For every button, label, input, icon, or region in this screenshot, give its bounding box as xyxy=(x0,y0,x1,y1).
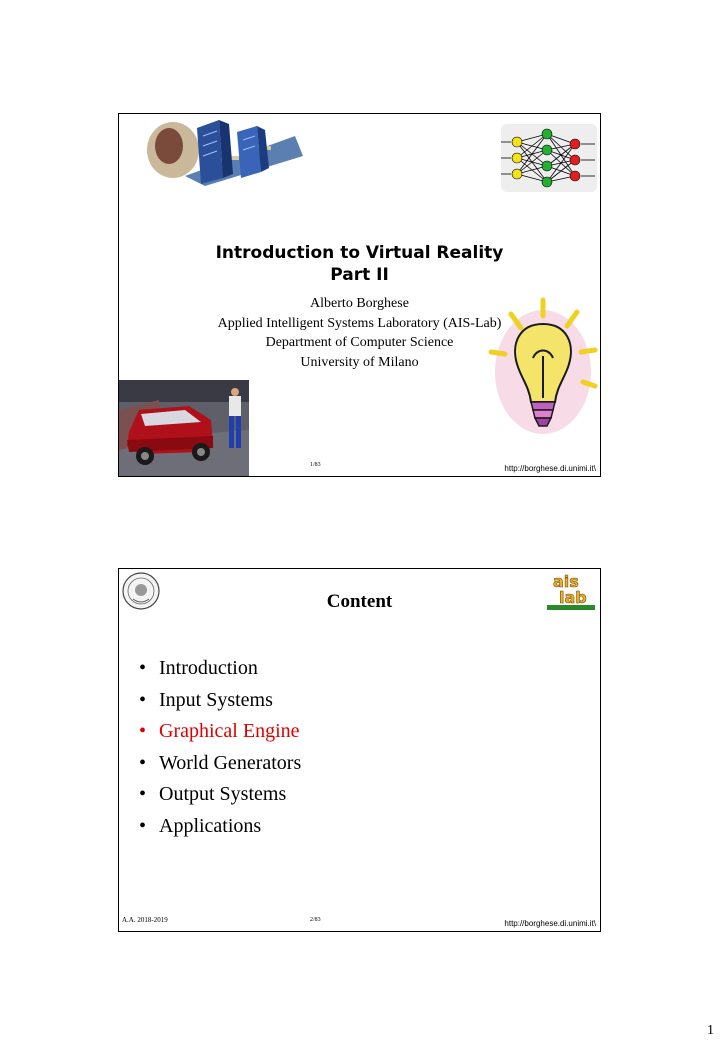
title-line-2: Part II xyxy=(330,265,389,285)
footer-url: http://borghese.di.unimi.it\ xyxy=(504,919,596,928)
bullet-icon: • xyxy=(139,720,147,742)
content-title: Content xyxy=(326,591,393,612)
supercomputer-illustration xyxy=(145,116,305,186)
list-item xyxy=(139,685,301,717)
lab-name: Applied Intelligent Systems Laboratory (AIS-Lab) xyxy=(217,315,502,331)
slide-number: 2/83 xyxy=(310,917,321,923)
slide-title xyxy=(118,113,601,477)
page-number: 1 xyxy=(707,1023,714,1038)
neural-network-icon xyxy=(499,122,599,194)
bullet-icon: • xyxy=(139,751,147,774)
list-item-label: Input Systems xyxy=(159,688,273,711)
lightbulb-icon xyxy=(487,294,599,452)
university-name: University of Milano xyxy=(300,354,419,370)
list-item xyxy=(139,779,301,811)
title-line-1: Introduction to Virtual Reality xyxy=(215,243,504,263)
bullet-icon: • xyxy=(139,783,147,805)
list-item-label: Graphical Engine xyxy=(159,720,300,742)
department-name: Department of Computer Science xyxy=(265,335,454,350)
academic-year: A.A. 2018-2019 xyxy=(122,916,168,924)
slide-number: 1/83 xyxy=(310,462,321,468)
slide-content xyxy=(118,568,601,932)
list-item xyxy=(139,811,301,843)
author-name: Alberto Borghese xyxy=(310,296,409,311)
content-list xyxy=(139,653,301,842)
list-item xyxy=(139,716,301,748)
logo-text-top: ais xyxy=(553,572,579,591)
footer-url: http://borghese.di.unimi.it\ xyxy=(504,464,596,473)
list-item-label: World Generators xyxy=(159,751,302,774)
car-render-image xyxy=(119,380,249,477)
bullet-icon: • xyxy=(139,688,147,711)
list-item xyxy=(139,748,301,780)
list-item-label: Introduction xyxy=(159,657,258,679)
bullet-icon: • xyxy=(139,814,147,837)
list-item-label: Output Systems xyxy=(159,783,287,805)
list-item-label: Applications xyxy=(159,814,262,837)
list-item xyxy=(139,653,301,685)
presentation-title xyxy=(119,242,600,286)
bullet-icon: • xyxy=(139,657,147,679)
logo-text-bottom: lab xyxy=(559,588,587,607)
